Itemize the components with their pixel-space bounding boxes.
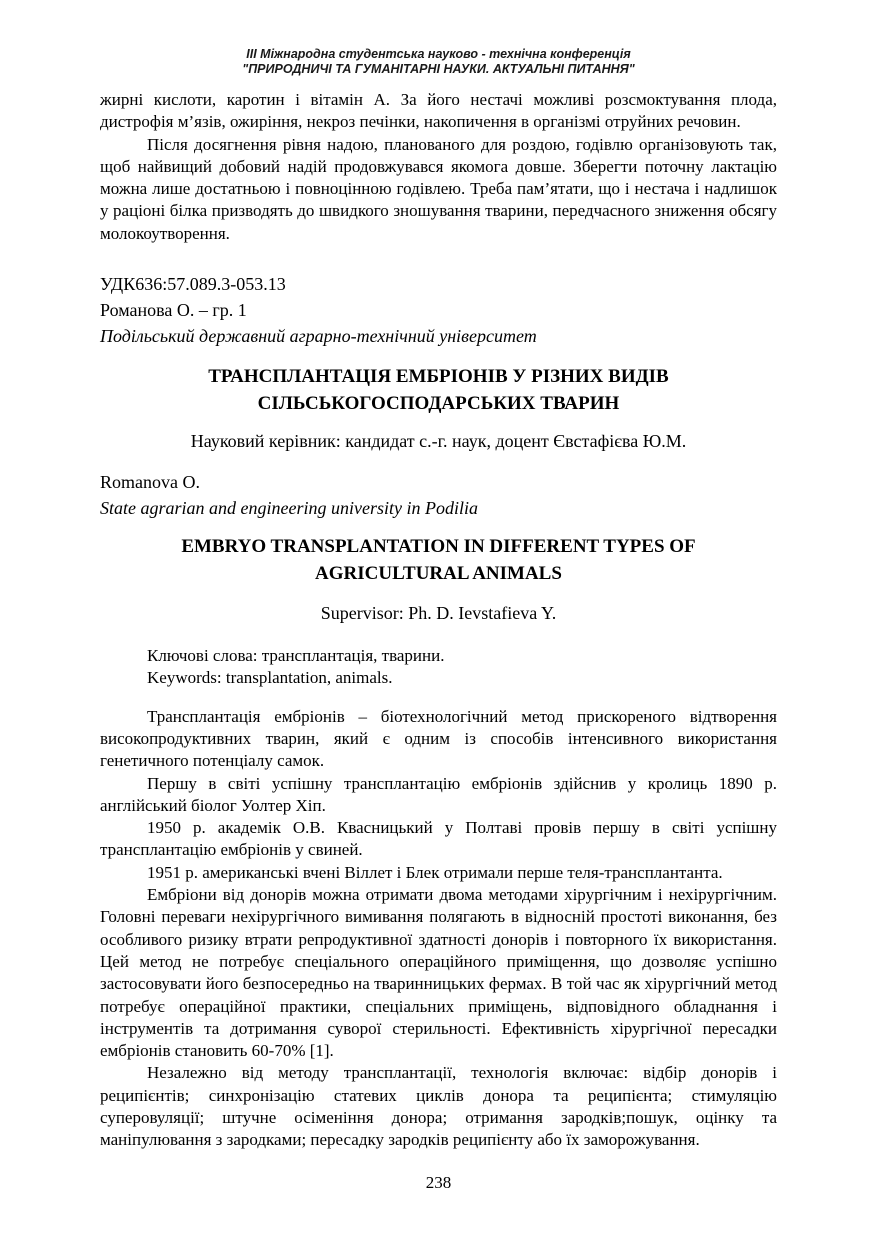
university-ua: Подільський державний аграрно-технічний університет bbox=[100, 326, 537, 347]
prev-article-paragraph-2: Після досягнення рівня надою, планованого для роздою, годівлю організовують так, щоб найвищий добовий надій продовжувався якомога довше. Зберегти поточну лактацію можна лише достатньою і повноцінною годівлею. Треба пам’ятати, що і нестача і надлишок у раціоні білка призводять до швидкого зношування тварини, передчасного зниження обсягу молокоутворення. bbox=[100, 134, 777, 243]
supervisor-en: Supervisor: Ph. D. Ievstafieva Y. bbox=[320, 603, 557, 624]
keywords-en: Keywords: transplantation, animals. bbox=[147, 668, 393, 688]
udc-code: УДК636:57.089.3-053.13 bbox=[100, 274, 286, 295]
keywords-block bbox=[100, 645, 777, 690]
article-title-en bbox=[100, 533, 777, 587]
conference-subtitle: "ПРИРОДНИЧІ ТА ГУМАНІТАРНІ НАУКИ. АКТУАЛЬНІ ПИТАННЯ" bbox=[242, 62, 635, 76]
article-title-en-line2: AGRICULTURAL ANIMALS bbox=[315, 563, 562, 585]
article-title-ua-line1: ТРАНСПЛАНТАЦІЯ ЕМБРІОНІВ У РІЗНИХ ВИДІВ bbox=[208, 366, 669, 388]
university-en: State agrarian and engineering university in Podilia bbox=[100, 498, 478, 519]
article-heading-block bbox=[100, 271, 777, 349]
article-title-en-line1: EMBRYO TRANSPLANTATION IN DIFFERENT TYPES OF bbox=[181, 536, 696, 558]
body-paragraph: 1951 р. американські вчені Віллет і Блек отримали перше теля-трансплантанта. bbox=[147, 862, 723, 882]
body-paragraph: Першу в світі успішну трансплантацію ембріонів здійснив у кролиць 1890 р. англійський біолог Уолтер Хіп. bbox=[100, 773, 777, 815]
body-paragraph: Трансплантація ембріонів – біотехнологічний метод прискореного відтворення високопродуктивних тварин, який є одним із способів інтенсивного використання генетичного потенціалу самок. bbox=[100, 706, 777, 771]
running-header bbox=[0, 47, 877, 77]
author-en: Romanova O. bbox=[100, 472, 200, 493]
body-paragraph: Ембріони від донорів можна отримати двома методами хірургічним і нехірургічним. Головні переваги нехірургічного вимивання полягають в відносній простоті виконання, без особливого ризику втрати репродуктивної здатності донорів і повторного їх використання. Цей метод не потребує спеціального операційного приміщення, що дозволяє успішно застосовувати його безпосередньо на тваринницьких фермах. В той час як хірургічний метод потребує операційної практики, спеціальних приміщень, відповідного обладнання і інструментів та дотримання суворої стерильності. Ефективність хірургічної пересадки ембріонів становить 60-70% [1]. bbox=[100, 885, 777, 1061]
conference-name: ІІІ Міжнародна студентська науково - технічна конференція bbox=[246, 47, 631, 61]
keywords-ua: Ключові слова: трансплантація, тварини. bbox=[147, 646, 445, 666]
body-paragraph: Незалежно від методу трансплантації, технологія включає: відбір донорів і реципієнтів; синхронізацію статевих циклів донора та реципієнта; стимуляцію суперовуляції; штучне осіменіння донора; отримання зародків;пошук, оцінку та маніпулювання з зародками; пересадку зародків реципієнту або їх заморожування. bbox=[100, 1063, 777, 1150]
supervisor-ua: Науковий керівник: кандидат с.-г. наук, доцент Євстафієва Ю.М. bbox=[190, 431, 687, 452]
article-title-ua-line2: СІЛЬСЬКОГОСПОДАРСЬКИХ ТВАРИН bbox=[257, 393, 620, 415]
article-body bbox=[100, 706, 777, 1152]
author-block-en bbox=[100, 469, 777, 521]
prev-article-paragraph-1: жирні кислоти, каротин і вітамін А. За його нестачі можливі розсмоктування плода, дистрофія м’язів, ожиріння, некроз печінки, накопичення в організмі отруйних речовин. bbox=[100, 90, 777, 132]
body-paragraph: 1950 р. академік О.В. Квасницький у Полтаві провів першу в світі успішну трансплантацію ембріонів у свиней. bbox=[100, 818, 777, 860]
article-title-ua bbox=[100, 363, 777, 417]
page-number: 238 bbox=[425, 1173, 452, 1192]
page-content bbox=[0, 89, 877, 1152]
author-ua: Романова О. – гр. 1 bbox=[100, 300, 247, 321]
